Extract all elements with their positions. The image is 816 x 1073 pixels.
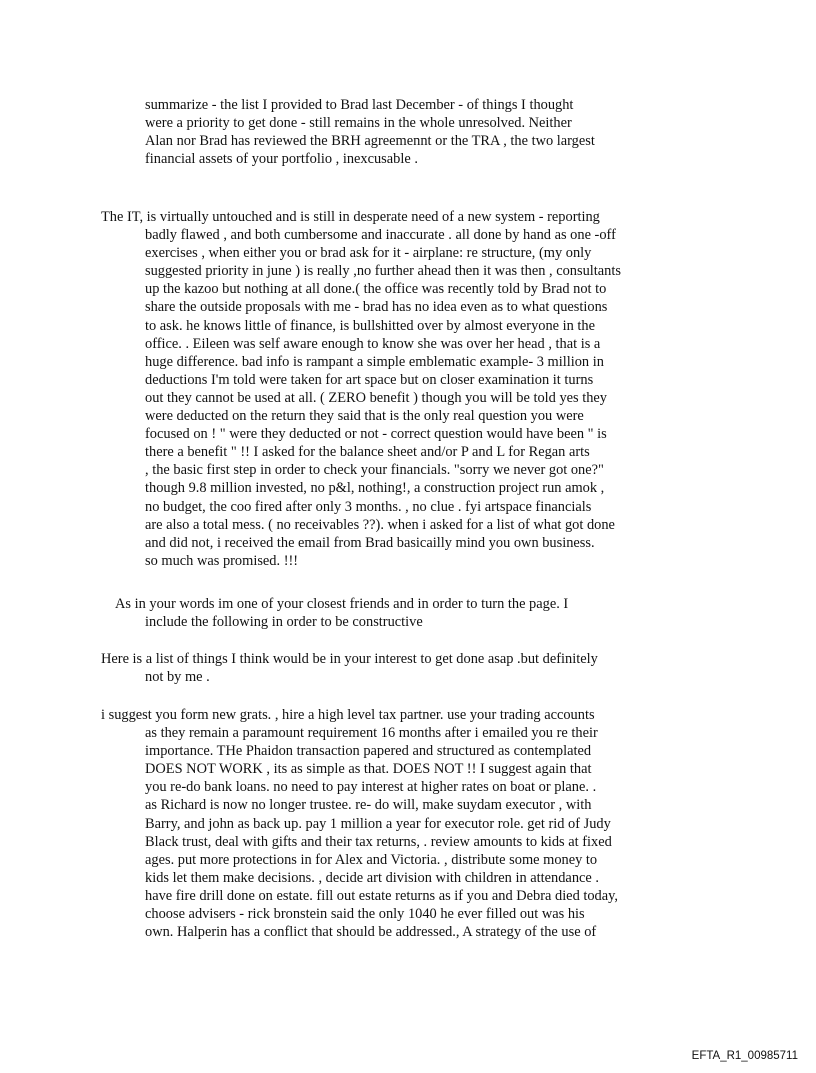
text-line: you re-do bank loans. no need to pay interest at higher rates on boat or plane. . — [145, 779, 597, 796]
text-line: own. Halperin has a conflict that should be addressed., A strategy of the use of — [145, 924, 597, 941]
text-line: DOES NOT WORK , its as simple as that. DOES NOT !! I suggest again that — [145, 761, 592, 778]
text-line: , the basic first step in order to check your financials. "sorry we never got one?" — [145, 462, 604, 479]
text-line: i suggest you form new grats. , hire a high level tax partner. use your trading accounts — [101, 707, 595, 723]
text-line: huge difference. bad info is rampant a simple emblematic example- 3 million in — [145, 353, 604, 370]
text-line: kids let them make decisions. , decide art division with children in attendance . — [145, 869, 599, 886]
text-line: not by me . — [145, 669, 210, 686]
text-line: choose advisers - rick bronstein said the only 1040 he ever filled out was his — [145, 906, 585, 923]
text-line: summarize - the list I provided to Brad last December - of things I thought — [145, 97, 574, 113]
text-line: Black trust, deal with gifts and their tax returns, . review amounts to kids at fixed — [145, 833, 612, 850]
text-line: deductions I'm told were taken for art space but on closer examination it turns — [145, 371, 594, 388]
text-line: as they remain a paramount requirement 16 months after i emailed you re their — [145, 725, 598, 742]
paragraph-friends — [115, 595, 568, 631]
text-line: though 9.8 million invested, no p&l, nothing!, a construction project run amok , — [145, 480, 605, 497]
document-id-footer: EFTA_R1_00985711 — [691, 1050, 798, 1062]
paragraph-summary — [145, 96, 595, 168]
text-line: office. . Eileen was self aware enough to know she was over her head , that is a — [145, 335, 601, 352]
text-line: and did not, i received the email from Brad basicailly mind you own business. — [145, 534, 595, 551]
paragraph-suggestions — [101, 706, 618, 941]
text-line: out they cannot be used at all. ( ZERO benefit ) though you will be told yes they — [145, 389, 607, 406]
text-line: have fire drill done on estate. fill out estate returns as if you and Debra died today, — [145, 887, 619, 904]
text-line: financial assets of your portfolio , inexcusable . — [145, 151, 418, 168]
text-line: share the outside proposals with me - brad has no idea even as to what questions — [145, 299, 608, 316]
text-line: include the following in order to be constructive — [145, 614, 423, 631]
text-line: The IT, is virtually untouched and is still in desperate need of a new system - reporting — [101, 209, 600, 225]
text-line: as Richard is now no longer trustee. re- do will, make suydam executor , with — [145, 797, 592, 814]
text-line: badly flawed , and both cumbersome and inaccurate . all done by hand as one -off — [145, 227, 616, 244]
text-line: Here is a list of things I think would be in your interest to get done asap .but definitely — [101, 651, 598, 667]
text-line: focused on ! " were they deducted or not - correct question would have been " is — [145, 426, 607, 443]
text-line: were a priority to get done - still remains in the whole unresolved. Neither — [145, 115, 572, 132]
text-line: so much was promised. !!! — [145, 552, 299, 569]
text-line: As in your words im one of your closest friends and in order to turn the page. I — [115, 596, 569, 612]
text-line: were deducted on the return they said that is the only real question you were — [145, 408, 584, 425]
text-line: ages. put more protections in for Alex and Victoria. , distribute some money to — [145, 851, 598, 868]
text-line: suggested priority in june ) is really ,no further ahead then it was then , consultants — [145, 263, 621, 280]
paragraph-list-intro — [101, 650, 598, 686]
text-line: are also a total mess. ( no receivables ??). when i asked for a list of what got done — [145, 516, 615, 533]
paragraph-it-section — [101, 208, 621, 570]
text-line: no budget, the coo fired after only 3 months. , no clue . fyi artspace financials — [145, 498, 592, 515]
text-line: exercises , when either you or brad ask for it - airplane: re structure, (my only — [145, 245, 592, 262]
text-line: Barry, and john as back up. pay 1 million a year for executor role. get rid of Judy — [145, 815, 611, 832]
text-line: there a benefit " !! I asked for the balance sheet and/or P and L for Regan arts — [145, 444, 590, 461]
text-line: importance. THe Phaidon transaction papered and structured as contemplated — [145, 743, 592, 760]
text-line: Alan nor Brad has reviewed the BRH agreemennt or the TRA , the two largest — [145, 133, 595, 150]
text-line: to ask. he knows little of finance, is bullshitted over by almost everyone in the — [145, 317, 596, 334]
text-line: up the kazoo but nothing at all done.( the office was recently told by Brad not to — [145, 281, 607, 298]
